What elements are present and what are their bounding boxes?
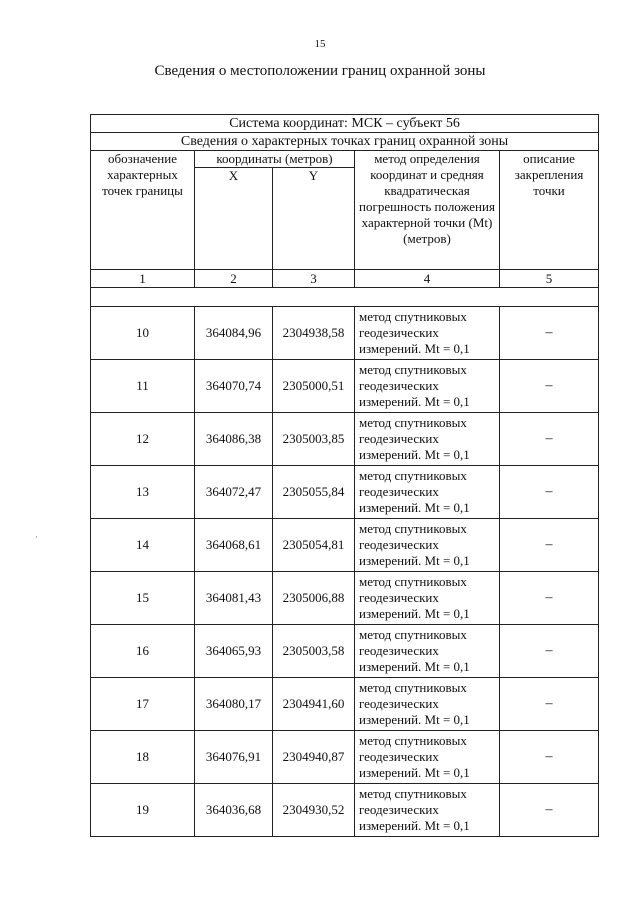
y-coordinate-cell: 2305000,51 [273, 360, 355, 413]
description-cell: – [500, 784, 599, 837]
document-title: Сведения о местоположении границ охранной зоны [154, 63, 486, 79]
point-number-cell: 14 [91, 519, 195, 572]
x-coordinate-cell: 364068,61 [195, 519, 273, 572]
coordinates-table [90, 114, 599, 837]
point-number-cell: 17 [91, 678, 195, 731]
x-coordinate-cell: 364080,17 [195, 678, 273, 731]
description-cell: – [500, 466, 599, 519]
table-row [91, 360, 599, 413]
y-coordinate-cell: 2304941,60 [273, 678, 355, 731]
method-cell: метод спутниковых геодезических измерений. Mt = 0,1 [355, 784, 500, 837]
description-cell: – [500, 572, 599, 625]
method-cell: метод спутниковых геодезических измерений. Mt = 0,1 [355, 731, 500, 784]
table-head [91, 115, 599, 307]
description-cell: – [500, 307, 599, 360]
table-row [91, 307, 599, 360]
spacer-row [91, 288, 599, 307]
table-subtitle: Сведения о характерных точках границ охранной зоны [91, 133, 599, 151]
point-number-cell: 16 [91, 625, 195, 678]
coordinate-system-caption: Система координат: МСК – субъект 56 [91, 115, 599, 133]
description-cell: – [500, 519, 599, 572]
description-cell: – [500, 731, 599, 784]
header-method: метод определения координат и средняя квадратическая погрешность положения характерной точки (Mt) (метров) [355, 151, 500, 270]
spacer-cell [91, 288, 599, 307]
x-coordinate-cell: 364084,96 [195, 307, 273, 360]
point-number-cell: 11 [91, 360, 195, 413]
method-cell: метод спутниковых геодезических измерений. Mt = 0,1 [355, 413, 500, 466]
stray-mark: · [35, 532, 38, 542]
method-cell: метод спутниковых геодезических измерений. Mt = 0,1 [355, 307, 500, 360]
x-coordinate-cell: 364072,47 [195, 466, 273, 519]
method-cell: метод спутниковых геодезических измерений. Mt = 0,1 [355, 519, 500, 572]
x-coordinate-cell: 364036,68 [195, 784, 273, 837]
y-coordinate-cell: 2305003,85 [273, 413, 355, 466]
y-coordinate-cell: 2304930,52 [273, 784, 355, 837]
column-number: 4 [355, 270, 500, 288]
y-coordinate-cell: 2305055,84 [273, 466, 355, 519]
header-y: Y [273, 168, 355, 270]
x-coordinate-cell: 364081,43 [195, 572, 273, 625]
x-coordinate-cell: 364076,91 [195, 731, 273, 784]
table-row [91, 784, 599, 837]
description-cell: – [500, 625, 599, 678]
description-cell: – [500, 413, 599, 466]
header-designation: обозначение характерных точек границы [91, 151, 195, 270]
column-number-row [91, 270, 599, 288]
x-coordinate-cell: 364065,93 [195, 625, 273, 678]
method-cell: метод спутниковых геодезических измерений. Mt = 0,1 [355, 466, 500, 519]
column-number: 1 [91, 270, 195, 288]
column-number: 5 [500, 270, 599, 288]
x-coordinate-cell: 364070,74 [195, 360, 273, 413]
table-body [91, 307, 599, 837]
table-row [91, 572, 599, 625]
page-number: 15 [314, 38, 326, 50]
y-coordinate-cell: 2305054,81 [273, 519, 355, 572]
table-row [91, 678, 599, 731]
point-number-cell: 12 [91, 413, 195, 466]
method-cell: метод спутниковых геодезических измерений. Mt = 0,1 [355, 678, 500, 731]
point-number-cell: 18 [91, 731, 195, 784]
table-row [91, 625, 599, 678]
table-row [91, 731, 599, 784]
method-cell: метод спутниковых геодезических измерений. Mt = 0,1 [355, 625, 500, 678]
table-row [91, 413, 599, 466]
point-number-cell: 10 [91, 307, 195, 360]
header-x: X [195, 168, 273, 270]
column-number: 3 [273, 270, 355, 288]
x-coordinate-cell: 364086,38 [195, 413, 273, 466]
point-number-cell: 15 [91, 572, 195, 625]
description-cell: – [500, 360, 599, 413]
description-cell: – [500, 678, 599, 731]
table-row [91, 466, 599, 519]
y-coordinate-cell: 2305003,58 [273, 625, 355, 678]
method-cell: метод спутниковых геодезических измерений. Mt = 0,1 [355, 572, 500, 625]
header-description: описание закрепления точки [500, 151, 599, 270]
y-coordinate-cell: 2304940,87 [273, 731, 355, 784]
y-coordinate-cell: 2304938,58 [273, 307, 355, 360]
table-row [91, 519, 599, 572]
y-coordinate-cell: 2305006,88 [273, 572, 355, 625]
header-coordinates: координаты (метров) [195, 151, 355, 168]
point-number-cell: 13 [91, 466, 195, 519]
point-number-cell: 19 [91, 784, 195, 837]
column-number: 2 [195, 270, 273, 288]
method-cell: метод спутниковых геодезических измерений. Mt = 0,1 [355, 360, 500, 413]
